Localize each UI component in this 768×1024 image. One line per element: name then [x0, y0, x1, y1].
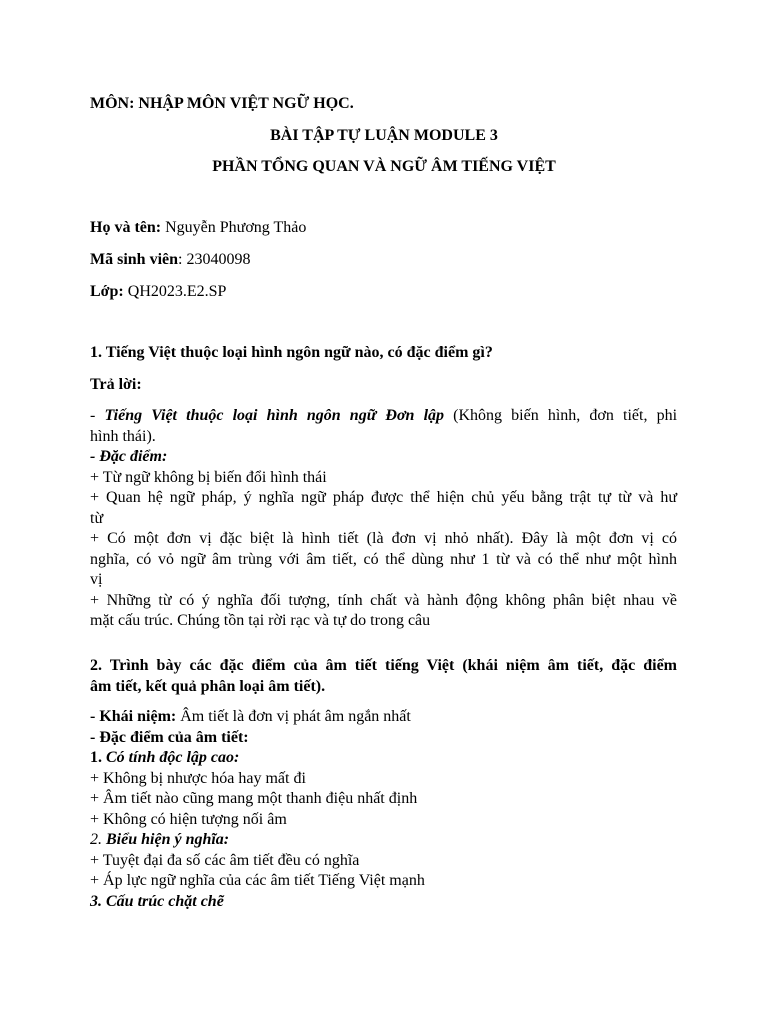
subject-text: MÔN: NHẬP MÔN VIỆT NGỮ HỌC. [90, 95, 354, 112]
q2-concept-line [90, 707, 411, 727]
q2-point-1-title [90, 748, 239, 768]
q2-point-1-b: + Âm tiết nào cũng mang một thanh điệu nhất định [90, 790, 418, 807]
student-class-label: Lớp: [90, 283, 124, 300]
q2-point-3-title [90, 892, 224, 912]
q2-point-3-title-text: 3. Cấu trúc chặt chẽ [90, 893, 224, 910]
section-text: PHẦN TỔNG QUAN VÀ NGỮ ÂM TIẾNG VIỆT [212, 158, 556, 175]
student-id-line [90, 250, 250, 270]
q1-feature-3-line-2: nghĩa, có vỏ ngữ âm trùng với âm tiết, có thể dùng như 1 từ và có thể như một hình [90, 551, 677, 568]
q1-features-label-text: - Đặc điểm: [90, 448, 168, 465]
assignment-title [0, 126, 768, 146]
q1-type-line-2: hình thái). [90, 428, 156, 445]
question-1 [90, 343, 493, 363]
question-2-line-1 [90, 656, 677, 676]
q2-features-label [90, 728, 249, 748]
student-id-value: : 23040098 [178, 251, 251, 268]
q1-feature-2-line-2: từ [90, 510, 104, 527]
student-class-value: QH2023.E2.SP [123, 283, 227, 300]
student-class-line [90, 282, 226, 302]
q1-feature-2-line-1: + Quan hệ ngữ pháp, ý nghĩa ngữ pháp được thể hiện chủ yếu bằng trật tự từ và hư [90, 489, 677, 506]
q1-type-line-1 [90, 406, 677, 426]
student-name-label: Họ và tên: [90, 219, 162, 236]
q2-concept-value: Âm tiết là đơn vị phát âm ngắn nhất [176, 708, 411, 725]
q2-point-1-title-text: Có tính độc lập cao: [106, 749, 240, 766]
q1-type-bold: Tiếng Việt thuộc loại hình ngôn ngữ Đơn lập [104, 407, 445, 424]
question-1-text: 1. Tiếng Việt thuộc loại hình ngôn ngữ nào, có đặc điểm gì? [90, 344, 493, 361]
q1-feature-4-line-2: mặt cấu trúc. Chúng tồn tại rời rạc và tự do trong câu [90, 612, 431, 629]
q1-features-label [90, 447, 167, 467]
assignment-text: BÀI TẬP TỰ LUẬN MODULE 3 [270, 127, 498, 144]
q1-type-dash: - [90, 407, 105, 424]
student-name-line [90, 218, 306, 238]
q2-point-2-number: 2. [90, 831, 106, 848]
q2-concept-label: - Khái niệm: [90, 708, 177, 725]
question-2-line-2 [90, 677, 325, 697]
q2-point-1-number: 1. [90, 749, 106, 766]
q2-point-2-title-text: Biểu hiện ý nghĩa: [106, 831, 230, 848]
student-name-value: Nguyễn Phương Thảo [161, 219, 307, 236]
question-2-text-1: 2. Trình bày các đặc điểm của âm tiết tiếng Việt (khái niệm âm tiết, đặc điểm [90, 657, 677, 674]
q2-point-2-a: + Tuyệt đại đa số các âm tiết đều có nghĩa [90, 852, 360, 869]
q1-feature-3-line-3: vị [90, 571, 103, 588]
q1-feature-3-line-1: + Có một đơn vị đặc biệt là hình tiết (là đơn vị nhỏ nhất). Đây là một đơn vị có [90, 530, 677, 547]
q1-type-rest-1: (Không biến hình, đơn tiết, phi [444, 407, 678, 424]
answer-label-text: Trả lời: [90, 376, 142, 393]
section-title [0, 157, 768, 177]
subject-title [90, 94, 354, 114]
q2-point-1-a: + Không bị nhược hóa hay mất đi [90, 770, 306, 787]
question-2-text-2: âm tiết, kết quả phân loại âm tiết). [90, 678, 326, 695]
student-id-label: Mã sinh viên [90, 251, 179, 268]
q2-point-1-c: + Không có hiện tượng nối âm [90, 811, 287, 828]
q1-feature-4-line-1: + Những từ có ý nghĩa đối tượng, tính chất và hành động không phân biệt nhau về [90, 592, 677, 609]
q2-point-2-b: + Áp lực ngữ nghĩa của các âm tiết Tiếng Việt mạnh [90, 872, 425, 889]
q2-point-2-title [90, 830, 229, 850]
answer-label [90, 375, 142, 395]
q1-feature-1: + Từ ngữ không bị biến đổi hình thái [90, 469, 327, 486]
q2-features-label-text: - Đặc điểm của âm tiết: [90, 729, 249, 746]
